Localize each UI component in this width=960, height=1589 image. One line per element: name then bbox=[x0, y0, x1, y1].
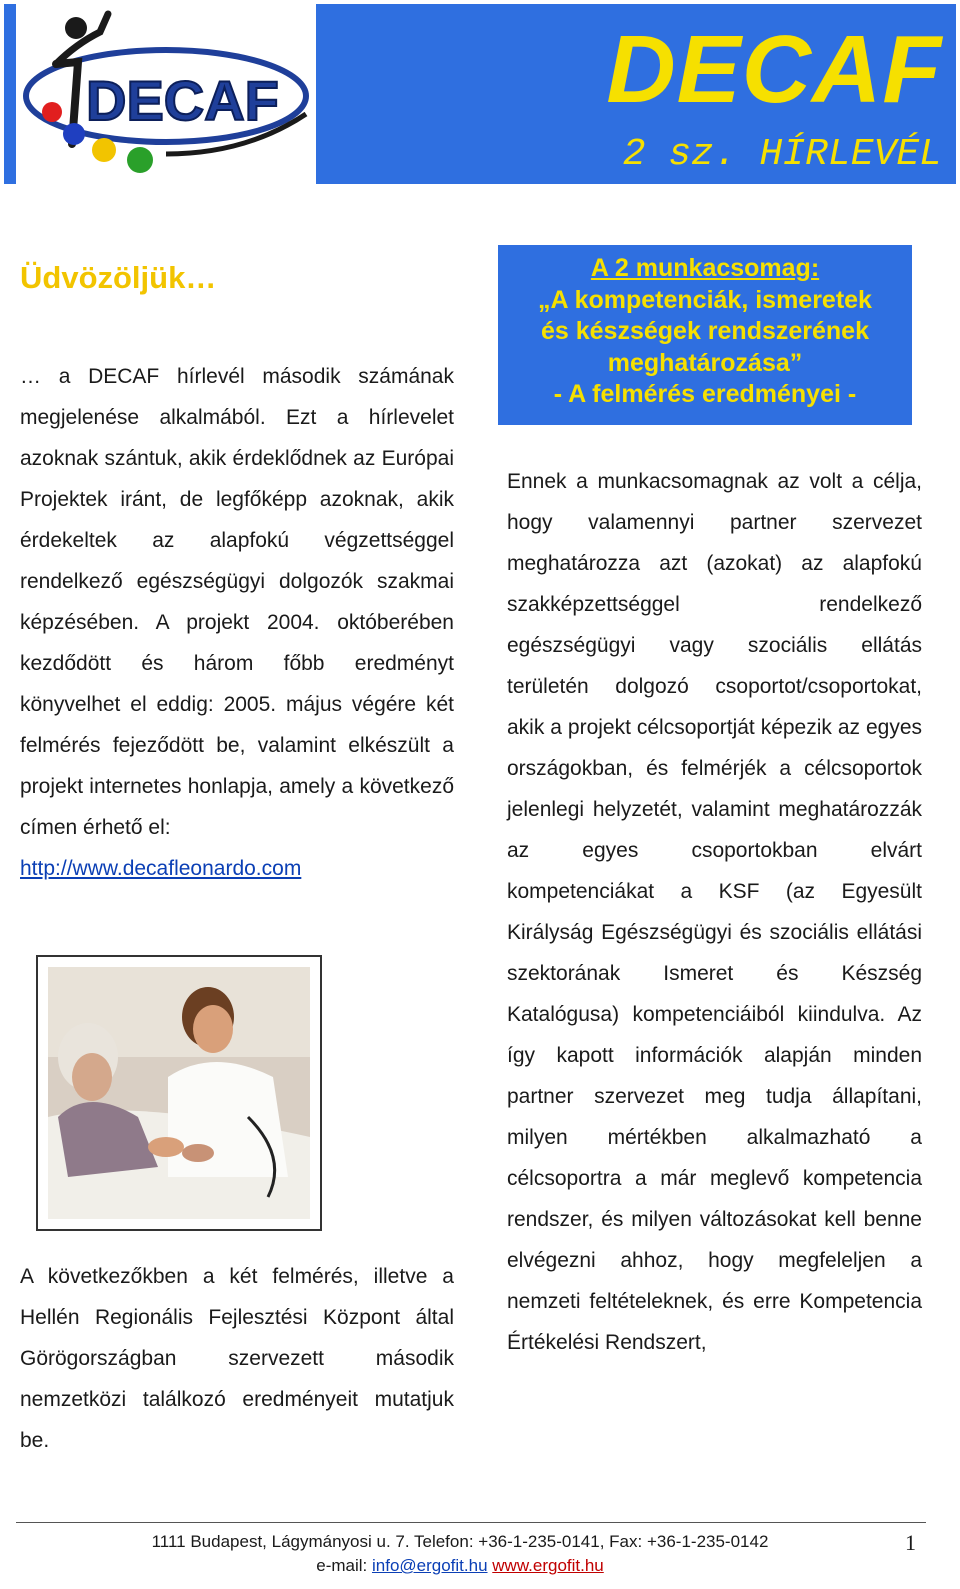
workpackage-line-3: és készségek rendszerének bbox=[541, 317, 869, 345]
newsletter-title: DECAF bbox=[606, 16, 942, 123]
decaf-logo bbox=[16, 4, 316, 184]
logo-graphic bbox=[16, 4, 316, 184]
logo-wordmark: DECAF bbox=[86, 69, 279, 132]
footer-address: 1111 Budapest, Lágymányosi u. 7. Telefon: +36-1-235-0141, Fax: +36-1-235-0142 bbox=[151, 1532, 769, 1551]
nurse-patient-photo bbox=[36, 955, 322, 1231]
page-number: 1 bbox=[905, 1530, 916, 1555]
results-intro-paragraph: A következőkben a két felmérés, illetve a Hellén Regionális Fejlesztési Központ által Görögországban szervezett második nemzetközi találkozó eredményeit mutatjuk be. bbox=[20, 1265, 454, 1452]
footer-contacts bbox=[0, 1556, 920, 1576]
welcome-heading: Üdvözöljük… bbox=[20, 260, 217, 295]
workpackage-line-4: meghatározása” bbox=[607, 348, 803, 377]
website-link[interactable]: www.ergofit.hu bbox=[492, 1556, 604, 1575]
project-website-link[interactable]: http://www.decafleonardo.com bbox=[20, 857, 302, 880]
issue-subtitle: 2 sz. HÍRLEVÉL bbox=[622, 133, 942, 176]
left-column bbox=[20, 260, 454, 889]
intro-text: … a DECAF hírlevél második számának megjelenése alkalmából. Ezt a hírlevelet azoknak szántuk, akik érdeklődnek az Európai Projektek iránt, de legfőképp azoknak, akik érdekeltek az alapfokú végzettséggel rendelkező egészségügyi dolgozók szakmai képzésében. A projekt 2004. októberében kezdődött és három főbb eredményt könyvelhet el eddig: 2005. május végére két felmérés fejeződött be, valamint elkészült a projekt internetes honlapja, amely a következő címen érhető el: bbox=[20, 365, 454, 839]
email-label: e-mail: bbox=[316, 1556, 368, 1575]
workpackage-line-5: - A felmérés eredményei - bbox=[553, 380, 857, 408]
workpackage-body: Ennek a munkacsomagnak az volt a célja, hogy valamennyi partner szervezet meghatározza azt (azokat) az alapfokú szakképzettséggel rendelkező egészségügyi vagy szociális ellátás területén dolgozó csoportot/csoportokat, akik a projekt célcsoportját képezik az egyes országokban, és felmérjék a célcsoportok jelenlegi helyzetét, valamint meghatározzák az egyes csoportokban elvárt kompetenciákat a KSF (az Egyesült Királyság Egészségügyi és szociális ellátási szektorának Ismeret és Készség Katalógusa) kompetenciáiból kiindulva. Az így kapott információk alapján minden partner szervezet meg tudja állapítani, milyen mértékben alkalmazható a célcsoportra a már meglevő kompetencia rendszer, és milyen változásokat kell benne elvégezni ahhoz, hogy megfeleljen a nemzeti feltételeknek, és erre Kompetencia Értékelési Rendszert, bbox=[507, 470, 922, 1354]
photo-illustration bbox=[48, 967, 310, 1219]
email-link[interactable]: info@ergofit.hu bbox=[371, 1556, 488, 1575]
workpackage-title: A 2 munkacsomag: bbox=[590, 254, 820, 282]
workpackage-heading-box bbox=[498, 245, 912, 425]
footer-divider bbox=[16, 1522, 926, 1523]
workpackage-line-2: „A kompetenciák, ismeretek bbox=[538, 285, 872, 314]
header-banner bbox=[4, 4, 956, 184]
intro-paragraph bbox=[20, 356, 454, 889]
